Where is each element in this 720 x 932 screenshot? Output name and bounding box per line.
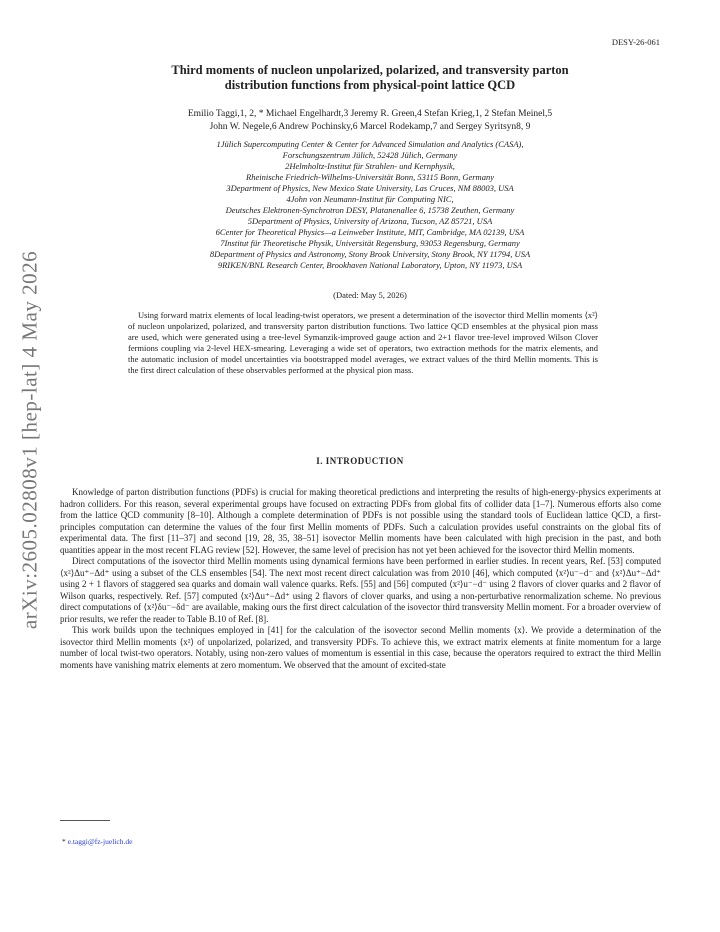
paragraph: This work builds upon the techniques employed in [41] for the calculation of the isovector second Mellin moments ⟨x⟩. We provide a determination of the isovector third Mellin moments ⟨x²⟩ of unpolarized, polarized, and transversity PDFs. To achieve this, we extract matrix elements at finite momentum for a large number of local twist-two operators. Notably, using non-zero values of momentum is essential in this case, because the operators required to extract the third Mellin moments have vanishing matrix elements at zero momentum. We observed that the amount of excited-state (60, 625, 661, 670)
affiliation: Deutsches Elektronen-Synchrotron DESY, Platanenallee 6, 15738 Zeuthen, Germany (225, 205, 515, 215)
title-line-2: distribution functions from physical-point lattice QCD (224, 78, 516, 92)
report-number: DESY-26-061 (611, 37, 660, 47)
footnote-marker: * (62, 837, 66, 846)
authors-line-2: John W. Negele,6 Andrew Pochinsky,6 Marcel Rodekamp,7 and Sergey Syritsyn8, 9 (209, 121, 531, 132)
affiliation: 6Center for Theoretical Physics—a Leinweber Institute, MIT, Cambridge, MA 02139, USA (215, 227, 525, 237)
arxiv-side-stamp (10, 245, 50, 635)
title-line-1: Third moments of nucleon unpolarized, polarized, and transversity parton (171, 63, 569, 77)
section-heading-introduction: I. INTRODUCTION (316, 456, 404, 466)
footnote (62, 837, 132, 846)
affiliation: 7Institut für Theoretische Physik, Universität Regensburg, 93053 Regensburg, Germany (220, 238, 520, 248)
footnote-divider (60, 820, 110, 821)
affiliation: 4John von Neumann-Institut für Computing NIC, (286, 194, 454, 204)
paper-title (90, 63, 650, 93)
paragraph: Direct computations of the isovector third Mellin moments using dynamical fermions have been performed in earlier studies. In recent years, Ref. [53] computed ⟨x²⟩Δu⁺−Δd⁺ using a subset of the CLS ensembles [54]. The next most recent direct calculation was from 2010 [46], which computed ⟨x²⟩u⁻−d⁻ and ⟨x²⟩Δu⁺−Δd⁺ using 2 + 1 flavors of staggered sea quarks and domain wall valence quarks. Refs. [55] and [56] computed ⟨x²⟩u⁻−d⁻ using 2 flavors of clover quarks and 2 flavor of Wilson quarks, respectively. Ref. [57] computed ⟨x²⟩Δu⁺−Δd⁺ using 2 flavors of clover quarks, and using a non-perturbative renormalization scheme. No previous direct computations of ⟨x²⟩δu⁻−δd⁻ are available, making ours the first direct calculation of the isovector third transversity Mellin moment. For a broader overview of prior results, we refer the reader to Table B.10 of Ref. [8]. (60, 556, 661, 624)
author-list (90, 108, 650, 133)
introduction-body (60, 487, 661, 671)
affiliation: Rheinische Friedrich-Wilhelms-Universität Bonn, 53115 Bonn, Germany (246, 172, 494, 182)
affiliations (90, 139, 650, 271)
affiliation: 2Helmholtz-Institut für Strahlen- und Kernphysik, (285, 161, 455, 171)
affiliation: 5Department of Physics, University of Arizona, Tucson, AZ 85721, USA (247, 216, 493, 226)
affiliation: Forschungszentrum Jülich, 52428 Jülich, Germany (282, 150, 458, 160)
corresponding-author-email-link[interactable]: e.taggi@fz-juelich.de (67, 837, 133, 846)
dated-line: (Dated: May 5, 2026) (333, 290, 407, 300)
affiliation: 8Department of Physics and Astronomy, Stony Brook University, Stony Brook, NY 11794, USA (209, 249, 531, 259)
affiliation: 1Jülich Supercomputing Center & Center for Advanced Simulation and Analytics (CASA), (216, 139, 524, 149)
affiliation: 9RIKEN/BNL Research Center, Brookhaven National Laboratory, Upton, NY 11973, USA (217, 260, 523, 270)
affiliation: 3Department of Physics, New Mexico State University, Las Cruces, NM 88003, USA (226, 183, 514, 193)
abstract: Using forward matrix elements of local leading-twist operators, we present a determination of the isovector third Mellin moments ⟨x²⟩ of nucleon unpolarized, polarized, and transversity parton distribution functions. Two lattice QCD ensembles at the physical pion mass are used, which were generated using a tree-level Symanzik-improved gauge action and 2+1 flavor tree-level improved Wilson Clover fermions coupling via 2-level HEX-smearing. Leveraging a wide set of operators, two extraction methods for the matrix elements, and the automatic inclusion of model uncertainties via bootstrapped model averages, we extract values of the third Mellin moments. This is the first direct calculation of these observables performed at the physical pion mass. (128, 310, 598, 375)
paragraph: Knowledge of parton distribution functions (PDFs) is crucial for making theoretical predictions and interpreting the results of high-energy-physics experiments at hadron colliders. For this reason, several experimental groups have focused on extracting PDFs from global fits of collider data [1–7]. Numerous efforts also come from the lattice QCD community [8–10]. Although a complete determination of PDFs is not possible using the standard tools of Euclidean lattice QCD, a first-principles computation can determine the values of the four first Mellin moments of PDFs. Such a calculation provides useful constraints on the global fits of experimental data. The first [11–37] and second [19, 28, 35, 38–51] isovector Mellin moments have been calculated with high precision in the past, and both quantities appear in the most recent FLAG review [52]. However, the same level of precision has not yet been achieved for the isovector third Mellin moments. (60, 487, 661, 555)
authors-line-1: Emilio Taggi,1, 2, * Michael Engelhardt,3 Jeremy R. Green,4 Stefan Krieg,1, 2 Stefan Meinel,5 (187, 109, 553, 119)
arxiv-identifier: arXiv:2605.02808v1 [hep-lat] 4 May 2026 (17, 250, 42, 630)
